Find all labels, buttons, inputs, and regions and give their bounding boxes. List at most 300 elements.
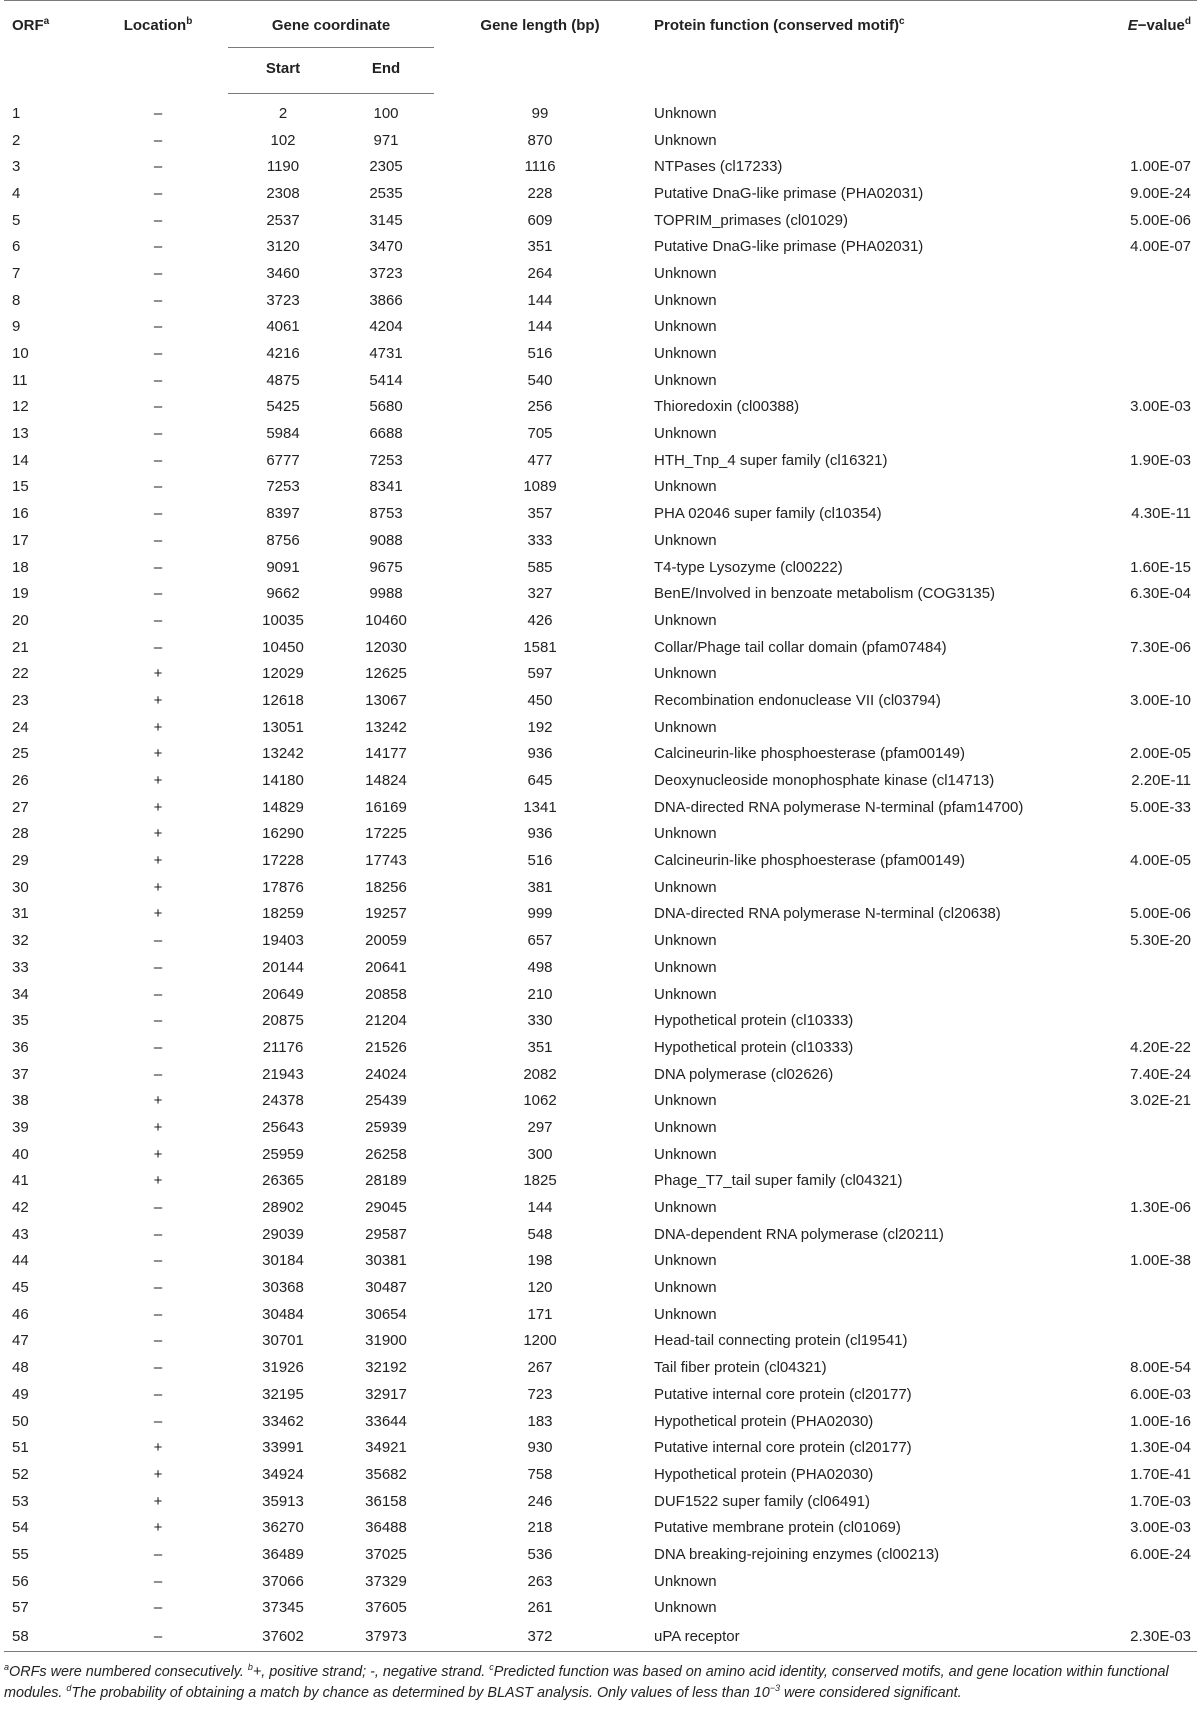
cell-end: 3723 (369, 264, 403, 282)
cell-location: – (153, 1545, 163, 1563)
cell-evalue (1057, 1221, 1197, 1248)
cell-location: – (153, 1305, 163, 1323)
cell-gene-length: 999 (527, 905, 553, 923)
cell-protein-function: Unknown (654, 825, 717, 843)
cell-end: 29587 (365, 1225, 407, 1243)
cell-location: – (88, 1621, 228, 1652)
cell-gene-length: 1062 (523, 1092, 557, 1110)
cell-evalue (1057, 1274, 1197, 1301)
cell-location: – (153, 425, 163, 443)
cell-end: 20858 (365, 985, 407, 1003)
cell-protein-function: Unknown (654, 1305, 717, 1323)
cell-location: – (153, 1199, 163, 1217)
cell-start: 29039 (262, 1225, 304, 1243)
cell-start: 4061 (266, 318, 300, 336)
cell-evalue (1057, 1595, 1197, 1622)
cell-evalue: 5.00E-06 (1130, 905, 1192, 923)
header-gene-coordinate: Gene coordinate (228, 1, 434, 48)
cell-protein-function: Calcineurin-like phosphoesterase (pfam00149) (654, 852, 966, 870)
table-row (4, 1007, 1197, 1034)
cell-orf: 53 (12, 1492, 29, 1510)
cell-orf: 6 (12, 238, 21, 256)
cell-location: – (153, 611, 163, 629)
cell-evalue: 1.00E-38 (1130, 1252, 1192, 1270)
cell-protein-function: Unknown (654, 264, 717, 282)
cell-start: 2308 (266, 184, 300, 202)
table-row (4, 874, 1197, 901)
cell-start: 8397 (266, 505, 300, 523)
cell-protein-function: Tail fiber protein (cl04321) (654, 1359, 827, 1377)
cell-evalue: 7.30E-06 (1130, 638, 1192, 656)
cell-location: – (153, 184, 163, 202)
cell-protein-function: Unknown (654, 318, 717, 336)
cell-protein-function: Unknown (654, 345, 717, 363)
cell-evalue: 3.00E-10 (1130, 691, 1192, 709)
table-row (4, 660, 1197, 687)
cell-gene-length: 210 (527, 985, 553, 1003)
cell-start: 25959 (262, 1145, 304, 1163)
table-row (4, 1328, 1197, 1355)
cell-orf: 57 (12, 1599, 29, 1617)
cell-gene-length: 705 (527, 425, 553, 443)
cell-gene-length: 144 (527, 291, 553, 309)
cell-gene-length: 333 (527, 531, 553, 549)
cell-end: 2305 (369, 158, 403, 176)
header-protein-function: Protein function (conserved motif)$^c$ (654, 16, 905, 34)
cell-protein-function: BenE/Involved in benzoate metabolism (COG3135) (654, 585, 996, 603)
table-row (4, 1381, 1197, 1408)
cell-protein-function: Unknown (654, 1599, 717, 1617)
cell-location: – (153, 318, 163, 336)
cell-orf: 28 (12, 825, 29, 843)
cell-gene-length: 267 (527, 1359, 553, 1377)
table-row (4, 1488, 1197, 1515)
cell-evalue: 3.00E-03 (1130, 1519, 1192, 1537)
cell-evalue (1057, 874, 1197, 901)
cell-orf: 46 (12, 1305, 29, 1323)
cell-gene-length: 498 (527, 958, 553, 976)
table-row (4, 634, 1197, 661)
cell-orf: 25 (12, 745, 29, 763)
cell-start: 3120 (266, 238, 300, 256)
cell-protein-function: Phage_T7_tail super family (cl04321) (654, 1172, 903, 1190)
cell-location: – (153, 131, 163, 149)
cell-gene-length: 327 (527, 585, 553, 603)
cell-orf: 13 (12, 425, 29, 443)
cell-end: 10460 (365, 611, 407, 629)
cell-location: + (153, 1092, 163, 1110)
cell-gene-length: 723 (527, 1385, 553, 1403)
cell-evalue (1057, 1114, 1197, 1141)
table-body (4, 94, 1197, 1652)
table-row (4, 1061, 1197, 1088)
cell-end: 33644 (365, 1412, 407, 1430)
cell-start: 30701 (262, 1332, 304, 1350)
table-row (4, 741, 1197, 768)
cell-evalue: 1.70E-03 (1130, 1492, 1192, 1510)
table-row (4, 127, 1197, 154)
cell-start: 32195 (262, 1385, 304, 1403)
header-location: Location$^b$ (123, 16, 193, 34)
cell-end: 6688 (369, 425, 403, 443)
header-evalue: E−value$^d$ (1127, 16, 1192, 34)
cell-start: 9091 (266, 558, 300, 576)
cell-protein-function: DNA polymerase (cl02626) (654, 1065, 834, 1083)
cell-gene-length: 1341 (523, 798, 557, 816)
cell-location: – (153, 1225, 163, 1243)
cell-end: 29045 (365, 1199, 407, 1217)
cell-start: 7253 (266, 478, 300, 496)
cell-start: 13051 (262, 718, 304, 736)
table-row (4, 1408, 1197, 1435)
cell-start: 3460 (266, 264, 300, 282)
cell-location: + (153, 718, 163, 736)
cell-gene-length: 930 (527, 1439, 553, 1457)
cell-protein-function: Putative membrane protein (cl01069) (654, 1519, 901, 1537)
cell-protein-function: Hypothetical protein (PHA02030) (654, 1465, 874, 1483)
cell-protein-function: Recombination endonuclease VII (cl03794) (654, 691, 941, 709)
cell-protein-function: Thioredoxin (cl00388) (654, 398, 800, 416)
cell-protein-function: T4-type Lysozyme (cl00222) (654, 558, 843, 576)
cell-location: + (153, 1465, 163, 1483)
cell-orf: 49 (12, 1385, 29, 1403)
cell-start: 6777 (266, 451, 300, 469)
cell-orf: 8 (12, 291, 21, 309)
cell-protein-function: uPA receptor (646, 1621, 1057, 1652)
cell-protein-function: Unknown (654, 1279, 717, 1297)
cell-evalue (1057, 1568, 1197, 1595)
table-row (4, 1221, 1197, 1248)
cell-end: 971 (373, 131, 399, 149)
cell-location: + (153, 1439, 163, 1457)
header-end: End (338, 48, 434, 94)
cell-location: + (153, 852, 163, 870)
cell-gene-length: 330 (527, 1012, 553, 1030)
cell-end: 17225 (365, 825, 407, 843)
cell-end: 37025 (365, 1545, 407, 1563)
cell-protein-function: Unknown (654, 1572, 717, 1590)
cell-end: 18256 (365, 878, 407, 896)
cell-location: – (153, 264, 163, 282)
table-row (4, 847, 1197, 874)
cell-evalue (1057, 1141, 1197, 1168)
cell-orf: 44 (12, 1252, 29, 1270)
cell-location: – (153, 1252, 163, 1270)
cell-orf: 1 (12, 104, 21, 122)
cell-location: – (153, 1038, 163, 1056)
cell-gene-length: 372 (434, 1621, 646, 1652)
cell-protein-function: Putative internal core protein (cl20177) (654, 1439, 912, 1457)
cell-start: 4216 (266, 345, 300, 363)
cell-location: – (153, 1012, 163, 1030)
cell-gene-length: 609 (527, 211, 553, 229)
table-row (4, 1568, 1197, 1595)
cell-location: + (153, 1172, 163, 1190)
cell-end: 12030 (365, 638, 407, 656)
cell-orf: 20 (12, 611, 29, 629)
cell-end: 17743 (365, 852, 407, 870)
cell-evalue: 5.00E-06 (1130, 211, 1192, 229)
cell-protein-function: Unknown (654, 718, 717, 736)
cell-protein-function: TOPRIM_primases (cl01029) (654, 211, 848, 229)
cell-evalue (1057, 127, 1197, 154)
cell-orf: 51 (12, 1439, 29, 1457)
header-gene-length: Gene length (bp) (480, 17, 600, 34)
cell-gene-length: 357 (527, 505, 553, 523)
cell-end: 24024 (365, 1065, 407, 1083)
cell-start: 25643 (262, 1118, 304, 1136)
orf-table (4, 0, 1197, 1652)
cell-protein-function: Unknown (654, 1145, 717, 1163)
table-row (4, 554, 1197, 581)
cell-gene-length: 758 (527, 1465, 553, 1483)
table-row (4, 714, 1197, 741)
cell-protein-function: Unknown (654, 1252, 717, 1270)
cell-protein-function: DNA-dependent RNA polymerase (cl20211) (654, 1225, 944, 1243)
table-row (4, 287, 1197, 314)
cell-end: 35682 (365, 1465, 407, 1483)
cell-protein-function: Unknown (654, 958, 717, 976)
cell-location: + (153, 878, 163, 896)
table-row (4, 367, 1197, 394)
cell-start: 20875 (262, 1012, 304, 1030)
cell-start: 37602 (228, 1621, 338, 1652)
cell-orf: 21 (12, 638, 29, 656)
cell-protein-function: Unknown (654, 104, 717, 122)
cell-location: – (153, 531, 163, 549)
table-row (4, 1087, 1197, 1114)
cell-gene-length: 351 (527, 1038, 553, 1056)
cell-end: 100 (373, 104, 399, 122)
cell-protein-function: DNA-directed RNA polymerase N-terminal (cl20638) (654, 905, 1001, 923)
cell-start: 36270 (262, 1519, 304, 1537)
cell-gene-length: 1089 (523, 478, 557, 496)
cell-start: 17876 (262, 878, 304, 896)
cell-evalue: 6.00E-24 (1130, 1545, 1192, 1563)
table-row (4, 1274, 1197, 1301)
cell-start: 21943 (262, 1065, 304, 1083)
cell-location: – (153, 1332, 163, 1350)
cell-gene-length: 297 (527, 1118, 553, 1136)
cell-location: – (153, 451, 163, 469)
cell-location: + (153, 825, 163, 843)
cell-start: 5425 (266, 398, 300, 416)
cell-gene-length: 144 (527, 1199, 553, 1217)
cell-protein-function: Unknown (654, 531, 717, 549)
cell-evalue (1057, 660, 1197, 687)
cell-end: 4731 (369, 345, 403, 363)
cell-end: 3470 (369, 238, 403, 256)
cell-protein-function: Calcineurin-like phosphoesterase (pfam00149) (654, 745, 966, 763)
cell-evalue (1057, 340, 1197, 367)
cell-gene-length: 351 (527, 238, 553, 256)
table-row (4, 927, 1197, 954)
table-row (4, 1168, 1197, 1195)
cell-protein-function: HTH_Tnp_4 super family (cl16321) (654, 451, 888, 469)
cell-location: – (153, 104, 163, 122)
cell-orf: 47 (12, 1332, 29, 1350)
cell-evalue: 3.02E-21 (1130, 1092, 1192, 1110)
cell-evalue: 2.30E-03 (1057, 1621, 1197, 1652)
cell-end: 25439 (365, 1092, 407, 1110)
cell-end: 26258 (365, 1145, 407, 1163)
table-row (4, 607, 1197, 634)
cell-evalue (1057, 367, 1197, 394)
cell-start: 31926 (262, 1359, 304, 1377)
cell-protein-function: Unknown (654, 1092, 717, 1110)
cell-start: 19403 (262, 932, 304, 950)
cell-start: 2 (278, 104, 288, 122)
table-row (4, 180, 1197, 207)
cell-location: – (153, 371, 163, 389)
cell-end: 14824 (365, 772, 407, 790)
cell-location: + (153, 798, 163, 816)
cell-evalue: 2.00E-05 (1130, 745, 1192, 763)
cell-start: 26365 (262, 1172, 304, 1190)
cell-start: 4875 (266, 371, 300, 389)
cell-evalue: 4.00E-05 (1130, 852, 1192, 870)
cell-end: 28189 (365, 1172, 407, 1190)
cell-end: 9988 (369, 585, 403, 603)
cell-end: 5414 (369, 371, 403, 389)
table-row (4, 1595, 1197, 1622)
cell-start: 30484 (262, 1305, 304, 1323)
cell-evalue: 1.30E-06 (1130, 1199, 1192, 1217)
cell-start: 34924 (262, 1465, 304, 1483)
cell-end: 36488 (365, 1519, 407, 1537)
cell-orf: 31 (12, 905, 29, 923)
cell-protein-function: Unknown (654, 932, 717, 950)
cell-orf: 2 (12, 131, 21, 149)
cell-location: + (153, 665, 163, 683)
cell-evalue: 3.00E-03 (1130, 398, 1192, 416)
cell-protein-function: Putative internal core protein (cl20177) (654, 1385, 912, 1403)
cell-end: 19257 (365, 905, 407, 923)
table-row (4, 1194, 1197, 1221)
cell-end: 36158 (365, 1492, 407, 1510)
cell-start: 37345 (262, 1599, 304, 1617)
cell-protein-function: Hypothetical protein (PHA02030) (654, 1412, 874, 1430)
cell-start: 9662 (266, 585, 300, 603)
table-row (4, 901, 1197, 928)
cell-gene-length: 1581 (523, 638, 557, 656)
cell-gene-length: 450 (527, 691, 553, 709)
table-row (4, 1434, 1197, 1461)
cell-start: 17228 (262, 852, 304, 870)
cell-evalue (1057, 94, 1197, 127)
cell-end: 8341 (369, 478, 403, 496)
cell-location: – (153, 932, 163, 950)
cell-gene-length: 426 (527, 611, 553, 629)
cell-protein-function: Hypothetical protein (cl10333) (654, 1038, 854, 1056)
cell-gene-length: 144 (527, 318, 553, 336)
table-row (4, 981, 1197, 1008)
cell-end: 7253 (369, 451, 403, 469)
cell-location: – (153, 238, 163, 256)
table-row (4, 1621, 1197, 1652)
table-row (4, 233, 1197, 260)
cell-gene-length: 264 (527, 264, 553, 282)
cell-end: 12625 (365, 665, 407, 683)
cell-evalue: 4.30E-11 (1131, 505, 1192, 523)
table-row (4, 527, 1197, 554)
cell-protein-function: Unknown (654, 425, 717, 443)
cell-end: 9675 (369, 558, 403, 576)
cell-start: 14180 (262, 772, 304, 790)
cell-orf: 55 (12, 1545, 29, 1563)
cell-end: 3145 (369, 211, 403, 229)
cell-gene-length: 1825 (523, 1172, 557, 1190)
cell-end: 37329 (365, 1572, 407, 1590)
cell-evalue (1057, 420, 1197, 447)
cell-location: – (153, 211, 163, 229)
table-row (4, 94, 1197, 127)
cell-orf: 56 (12, 1572, 29, 1590)
table-row (4, 474, 1197, 501)
cell-evalue: 9.00E-24 (1130, 184, 1192, 202)
cell-gene-length: 99 (531, 104, 549, 122)
cell-location: – (153, 638, 163, 656)
table-row (4, 394, 1197, 421)
cell-orf: 5 (12, 211, 21, 229)
table-row (4, 260, 1197, 287)
cell-location: – (153, 1572, 163, 1590)
cell-orf: 3 (12, 158, 21, 176)
cell-orf: 17 (12, 531, 29, 549)
cell-gene-length: 263 (527, 1572, 553, 1590)
cell-evalue (1057, 314, 1197, 341)
cell-orf: 22 (12, 665, 29, 683)
cell-evalue: 1.00E-07 (1130, 158, 1192, 176)
cell-evalue: 8.00E-54 (1130, 1359, 1192, 1377)
table-header (4, 1, 1197, 94)
cell-orf: 37 (12, 1065, 29, 1083)
table-row (4, 821, 1197, 848)
cell-orf: 27 (12, 798, 29, 816)
cell-orf: 29 (12, 852, 29, 870)
cell-protein-function: Unknown (654, 131, 717, 149)
cell-end: 30487 (365, 1279, 407, 1297)
cell-end: 21204 (365, 1012, 407, 1030)
cell-protein-function: Putative DnaG-like primase (PHA02031) (654, 184, 924, 202)
table-row (4, 1034, 1197, 1061)
cell-start: 37066 (262, 1572, 304, 1590)
cell-start: 20649 (262, 985, 304, 1003)
table-row (4, 1114, 1197, 1141)
cell-evalue (1057, 607, 1197, 634)
cell-orf: 52 (12, 1465, 29, 1483)
cell-protein-function: Unknown (654, 291, 717, 309)
cell-evalue: 5.30E-20 (1130, 932, 1192, 950)
cell-end: 13067 (365, 691, 407, 709)
cell-start: 12618 (262, 691, 304, 709)
table-row (4, 1301, 1197, 1328)
cell-orf: 4 (12, 184, 21, 202)
table-row (4, 1514, 1197, 1541)
table-row (4, 500, 1197, 527)
cell-end: 32192 (365, 1359, 407, 1377)
cell-orf: 19 (12, 585, 29, 603)
table-row (4, 1248, 1197, 1275)
cell-start: 18259 (262, 905, 304, 923)
cell-location: + (153, 905, 163, 923)
table-row (4, 207, 1197, 234)
cell-evalue: 1.60E-15 (1130, 558, 1192, 576)
cell-location: – (153, 585, 163, 603)
cell-orf: 40 (12, 1145, 29, 1163)
cell-orf: 45 (12, 1279, 29, 1297)
cell-location: – (153, 1385, 163, 1403)
